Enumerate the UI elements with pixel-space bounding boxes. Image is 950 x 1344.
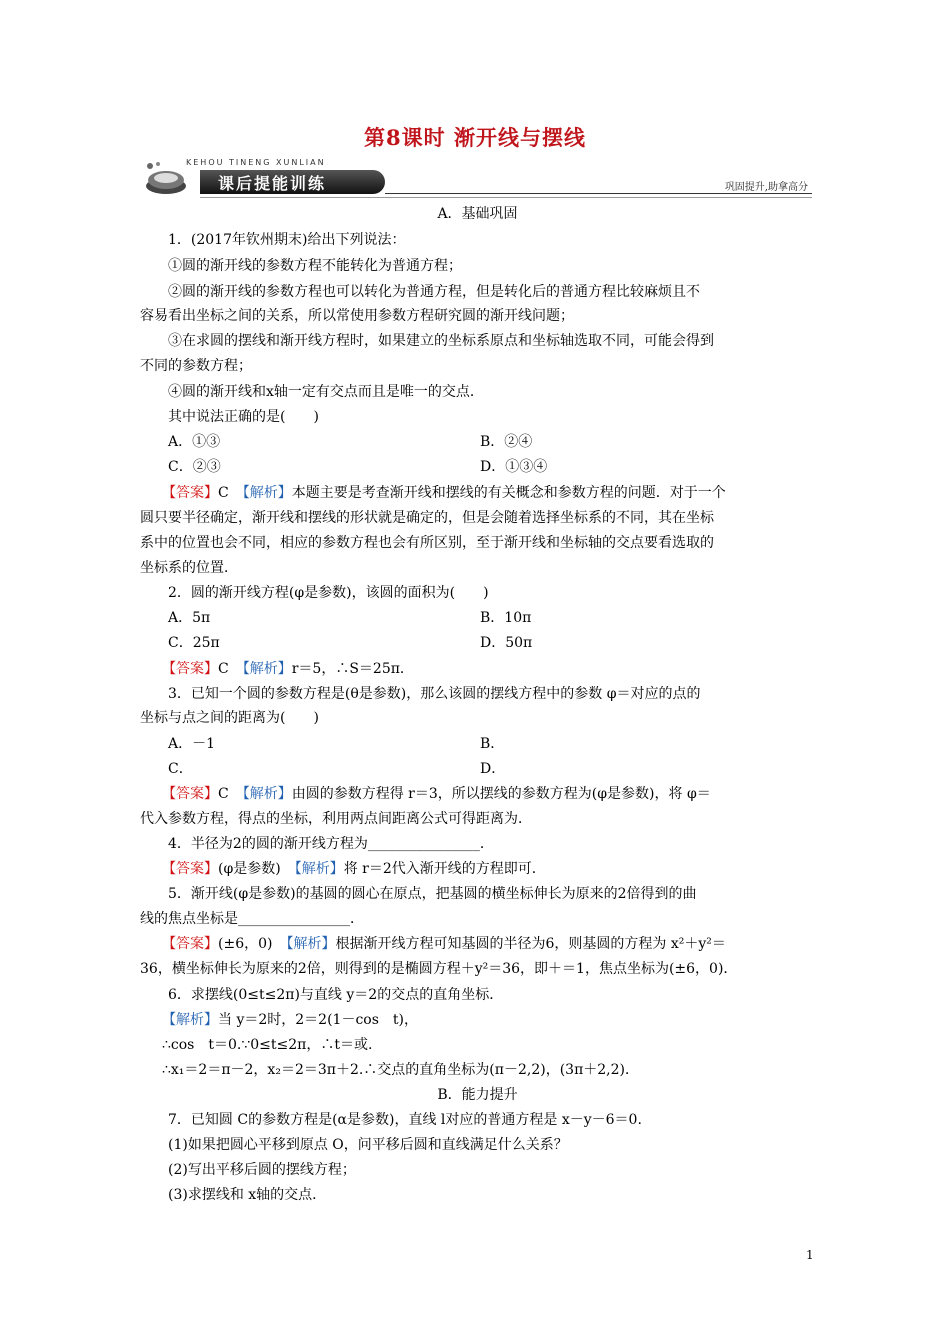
answer-tag: 【答案】 xyxy=(162,661,218,677)
q2-option-b: B．10π xyxy=(480,610,532,626)
page-number: 1 xyxy=(806,1248,814,1262)
q1-statement-1: ①圆的渐开线的参数方程不能转化为普通方程； xyxy=(168,258,462,274)
q3-stem-1: 3．已知一个圆的参数方程是(θ是参数)，那么该圆的摆线方程中的参数 φ＝对应的点的 xyxy=(168,686,701,702)
answer-value: (±6，0) xyxy=(218,936,287,952)
analysis-text: r＝5，∴S＝25π． xyxy=(291,661,414,677)
q4-solution-line xyxy=(162,859,837,879)
analysis-tag: 【解析】 xyxy=(162,1012,218,1028)
analysis-text: 由圆的参数方程得 r＝3，所以摆线的参数方程为(φ是参数)，将 φ＝ xyxy=(291,786,711,802)
banner-pinyin: KEHOU TINENG XUNLIAN xyxy=(186,158,326,167)
analysis-text: 本题主要是考查渐开线和摆线的有关概念和参数方程的问题．对于一个 xyxy=(291,485,726,501)
answer-value: (φ是参数) xyxy=(218,861,295,877)
q3-option-b: B． xyxy=(480,736,505,752)
q1-analysis-2: 圆只要半径确定，渐开线和摆线的形状就是确定的，但是会随着选择坐标系的不同，其在坐标 xyxy=(140,510,714,526)
analysis-tag: 【解析】 xyxy=(286,936,336,952)
analysis-text: 根据渐开线方程可知基圆的半径为6，则基圆的方程为 x²＋y²＝ xyxy=(335,936,726,952)
section-banner xyxy=(140,156,812,200)
q4-stem: 4．半径为2的圆的渐开线方程为________________． xyxy=(168,836,494,852)
q2-option-c: C．25π xyxy=(168,635,220,651)
analysis-tag: 【解析】 xyxy=(242,485,292,501)
q6-analysis-2: ∴cos t＝0.∵0≤t≤2π，∴t＝或. xyxy=(162,1037,373,1053)
q3-solution-line-1 xyxy=(162,784,837,804)
q6-analysis-3: ∴x₁＝2＝π－2，x₂＝2＝3π＋2.∴交点的直角坐标为(π－2,2)，(3π＋2,2)． xyxy=(162,1062,639,1078)
q1-stem: 1．(2017年钦州期末)给出下列说法： xyxy=(168,232,406,248)
q1-analysis-4: 坐标系的位置． xyxy=(140,560,238,576)
answer-tag: 【答案】 xyxy=(162,861,218,877)
q1-option-a: A．①③ xyxy=(168,434,221,450)
banner-logo-icon xyxy=(140,158,190,198)
answer-value: C xyxy=(218,661,243,677)
q1-option-d: D．①③④ xyxy=(480,459,548,475)
q2-option-a: A．5π xyxy=(168,610,211,626)
analysis-tag: 【解析】 xyxy=(294,861,344,877)
q3-option-d: D． xyxy=(480,761,506,777)
answer-tag: 【答案】 xyxy=(162,786,218,802)
q1-statement-2b: 容易看出坐标之间的关系，所以常使用参数方程研究圆的渐开线问题； xyxy=(140,308,574,324)
section-a-heading: A．基础巩固 xyxy=(437,206,518,222)
q6-stem: 6．求摆线(0≤t≤2π)与直线 y＝2的交点的直角坐标． xyxy=(168,987,504,1003)
q7-part-1: (1)如果把圆心平移到原点 O，问平移后圆和直线满足什么关系？ xyxy=(168,1137,568,1153)
q3-option-c: C． xyxy=(168,761,193,777)
banner-divider-thin xyxy=(200,197,812,198)
q3-stem-2: 坐标与点之间的距离为( ) xyxy=(140,710,319,726)
answer-value: C xyxy=(218,485,243,501)
analysis-tag: 【解析】 xyxy=(242,661,292,677)
q1-analysis-3: 系中的位置也会不同，相应的参数方程也会有所区别，至于渐开线和坐标轴的交点要看选取的 xyxy=(140,535,714,551)
banner-slogan: 巩固提升,助拿高分 xyxy=(724,182,808,193)
q5-solution-line-1 xyxy=(162,934,837,954)
answer-tag: 【答案】 xyxy=(162,936,218,952)
q2-solution-line xyxy=(162,659,837,679)
q1-option-c: C．②③ xyxy=(168,459,221,475)
q5-analysis-2: 36，横坐标伸长为原来的2倍，则得到的是椭圆方程＋y²＝36，即＋＝1，焦点坐标为(±6，0)． xyxy=(140,961,738,977)
q7-stem: 7．已知圆 C的参数方程是(α是参数)，直线 l对应的普通方程是 x－y－6＝0. xyxy=(168,1112,642,1128)
q1-solution-line-1 xyxy=(162,483,837,503)
q1-option-b: B．②④ xyxy=(480,434,533,450)
q1-statement-4: ④圆的渐开线和x轴一定有交点而且是唯一的交点． xyxy=(168,384,484,400)
q1-statement-2a: ②圆的渐开线的参数方程也可以转化为普通方程，但是转化后的普通方程比较麻烦且不 xyxy=(168,284,700,300)
q1-statement-3a: ③在求圆的摆线和渐开线方程时，如果建立的坐标系原点和坐标轴选取不同，可能会得到 xyxy=(168,333,714,349)
q6-solution-line-1 xyxy=(162,1010,837,1030)
q7-part-2: (2)写出平移后圆的摆线方程； xyxy=(168,1162,356,1178)
answer-value: C xyxy=(218,786,243,802)
q1-ask: 其中说法正确的是( ) xyxy=(168,409,319,425)
q7-part-3: (3)求摆线和 x轴的交点． xyxy=(168,1187,327,1203)
section-b-heading: B．能力提升 xyxy=(437,1087,518,1103)
q2-stem: 2．圆的渐开线方程(φ是参数)，该圆的面积为( ) xyxy=(168,585,489,601)
page-title: 第8课时 渐开线与摆线 xyxy=(364,125,586,150)
q3-option-a: A．－1 xyxy=(168,736,216,752)
analysis-text: 将 r＝2代入渐开线的方程即可． xyxy=(343,861,546,877)
q5-stem-1: 5．渐开线(φ是参数)的基圆的圆心在原点，把基圆的横坐标伸长为原来的2倍得到的曲 xyxy=(168,886,697,902)
analysis-tag: 【解析】 xyxy=(242,786,292,802)
q1-statement-3b: 不同的参数方程； xyxy=(140,358,252,374)
answer-tag: 【答案】 xyxy=(162,485,218,501)
q2-option-d: D．50π xyxy=(480,635,533,651)
banner-label: 课后提能训练 xyxy=(218,174,327,193)
banner-divider xyxy=(385,193,812,194)
q5-stem-2: 线的焦点坐标是________________． xyxy=(140,911,364,927)
analysis-text: 当 y＝2时，2＝2(1－cos t)， xyxy=(218,1012,418,1028)
q3-analysis-2: 代入参数方程，得点的坐标，利用两点间距离公式可得距离为． xyxy=(140,811,532,827)
